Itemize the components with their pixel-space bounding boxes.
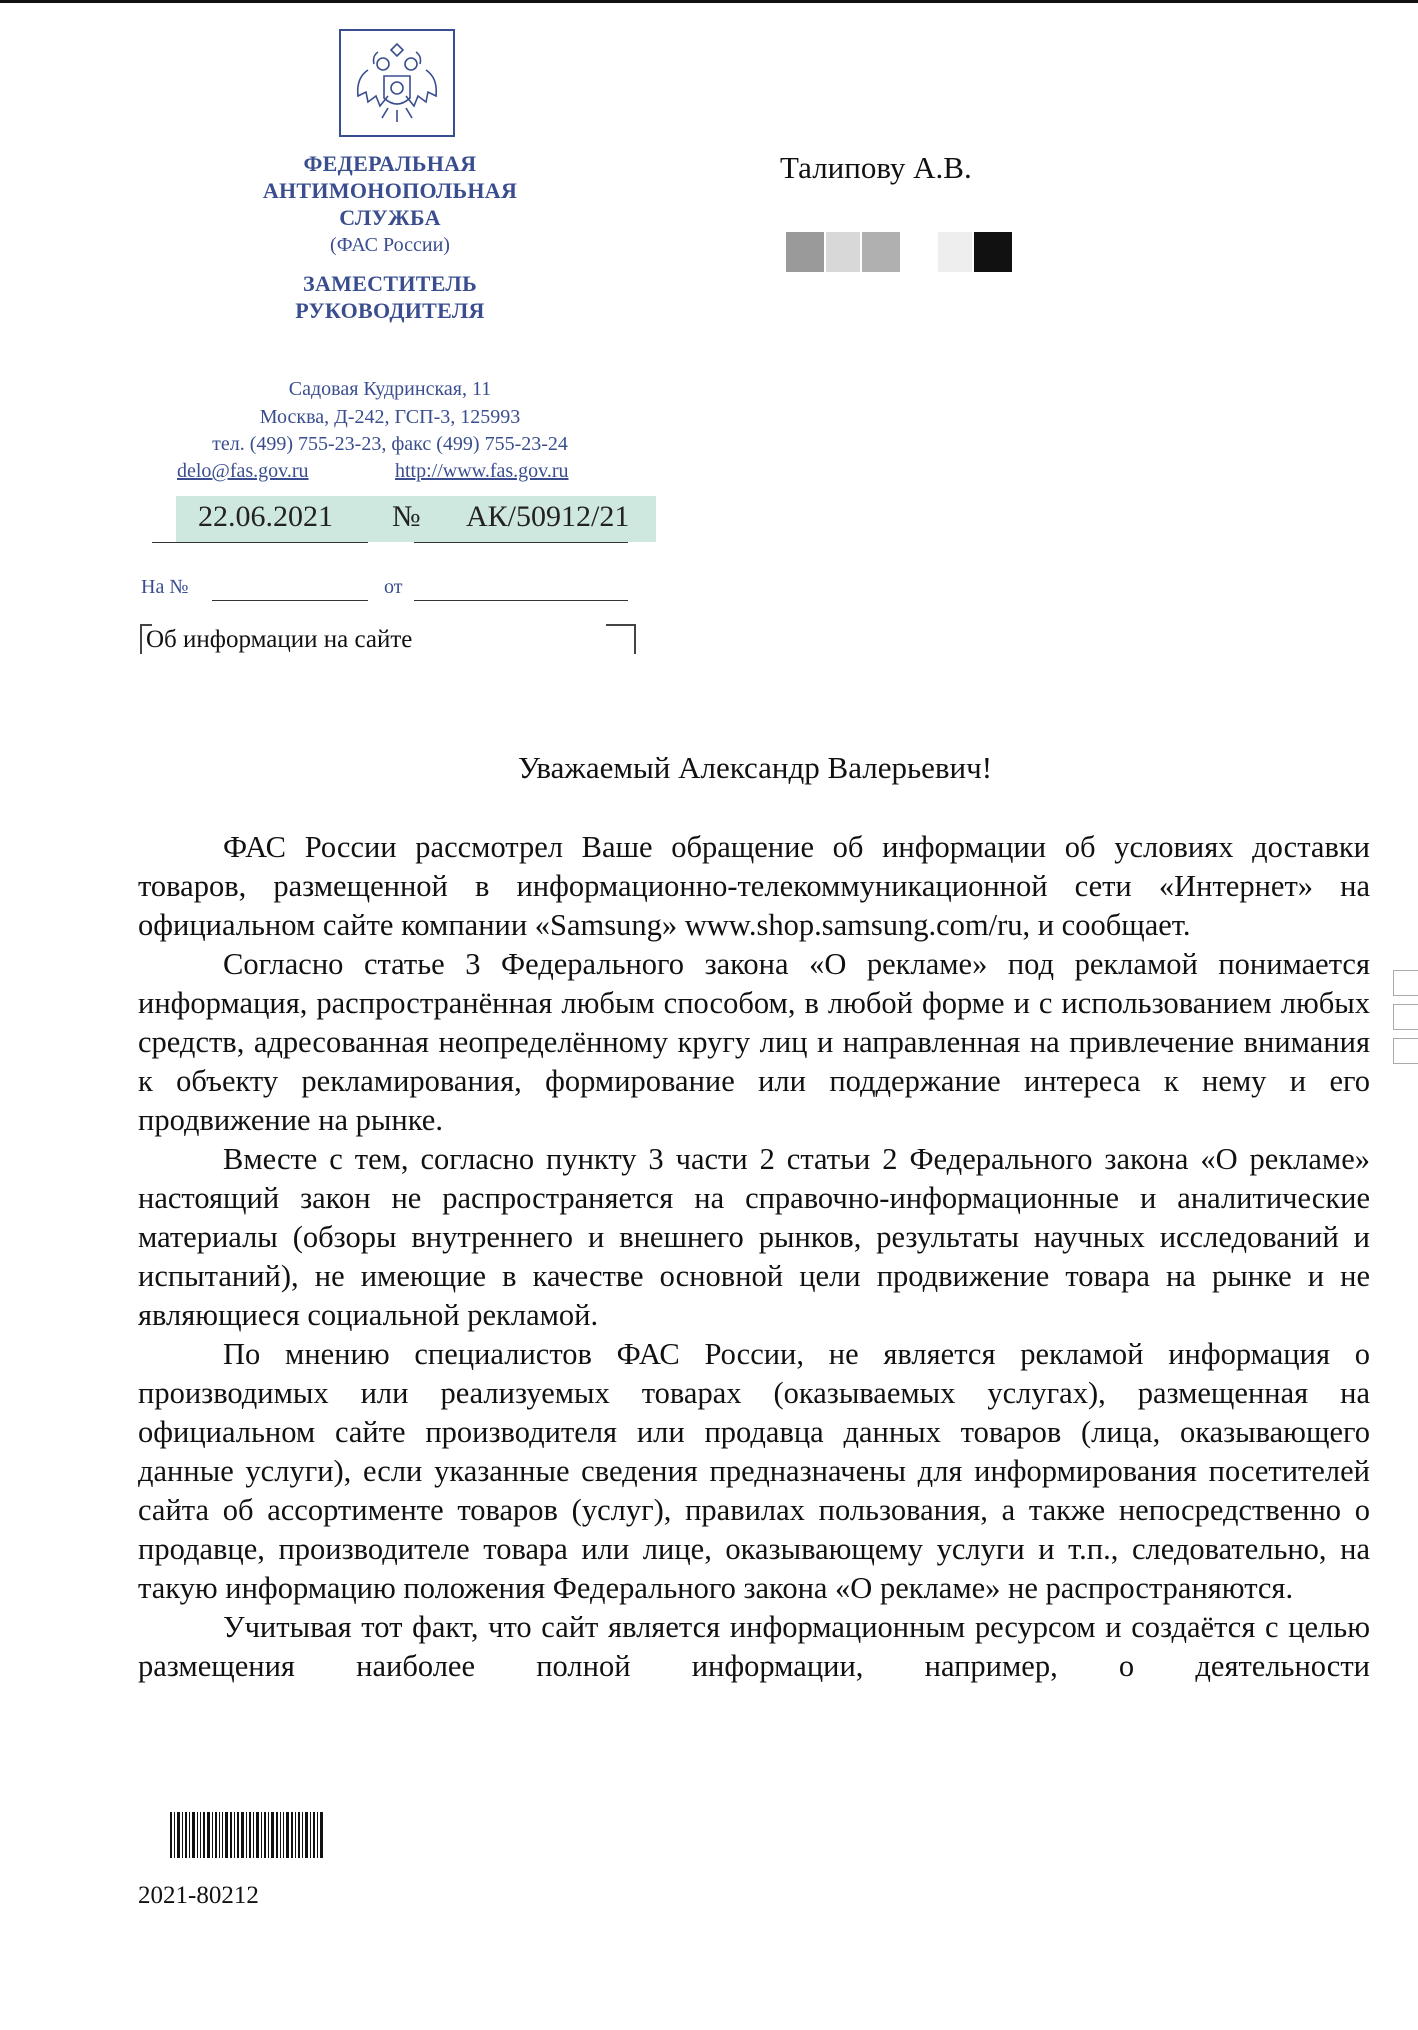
- redacted-block-3: [862, 232, 900, 272]
- letter-body: [138, 828, 1370, 1686]
- address-line1: Садовая Кудринская, 11: [288, 378, 492, 400]
- barcode-number: 2021-80212: [138, 1882, 259, 1909]
- redacted-block-2: [826, 232, 860, 272]
- registration-number: АК/50912/21: [466, 500, 630, 533]
- paragraph-2: Согласно статье 3 Федерального закона «О рекламе» под рекламой понимается информация, распространённая любым способом, в любой форме и с использованием любых средств, адресованная неопределённому кругу лиц и направленная на привлечение внимания к объекту рекламирования, формирование или поддержание интереса к нему и его продвижение на рынке.: [138, 947, 1370, 1137]
- subject-corner-right: [606, 624, 636, 654]
- number-underline: [414, 542, 628, 543]
- paragraph-1: ФАС России рассмотрел Ваше обращение об информации об условиях доставки товаров, размещенной в информационно-телекоммуникационной сети «Интернет» на официальном сайте компании «Samsung» www.shop.samsung.com/ru, и сообщает.: [138, 830, 1370, 942]
- paragraph-3: Вместе с тем, согласно пункту 3 части 2 статьи 2 Федерального закона «О рекламе» настоящий закон не распространяется на справочно-информационные и аналитические материалы (обзоры внутреннего и внешнего рынков, результаты научных исследований и испытаний), не имеющие в качестве основной цели продвижение товара на рынке и не являющиеся социальной рекламой.: [138, 1142, 1370, 1332]
- date-underline: [152, 542, 368, 543]
- ref-number-label: На №: [141, 576, 189, 598]
- paragraph-5: Учитывая тот факт, что сайт является информационным ресурсом и создаётся с целью размещения наиболее полной информации, например, о деятельности: [138, 1610, 1370, 1683]
- org-name-line2: АНТИМОНОПОЛЬНАЯ: [262, 178, 518, 203]
- website-link[interactable]: http://www.fas.gov.ru: [395, 460, 569, 482]
- redacted-block-5: [974, 232, 1012, 272]
- page-top-border: [0, 0, 1418, 3]
- address-line2: Москва, Д-242, ГСП-3, 125993: [259, 406, 521, 428]
- barcode-icon: [170, 1812, 324, 1858]
- side-mark-3: [1393, 1038, 1418, 1064]
- ref-from-label: от: [384, 576, 403, 598]
- recipient-name: Талипову А.В.: [780, 150, 972, 185]
- registration-date: 22.06.2021: [198, 500, 333, 533]
- position-line2: РУКОВОДИТЕЛЯ: [295, 298, 485, 323]
- side-mark-1: [1393, 970, 1418, 996]
- side-mark-2: [1393, 1004, 1418, 1030]
- org-short-name: (ФАС России): [330, 234, 450, 256]
- ref-number-line: [212, 600, 368, 601]
- redacted-block-1: [786, 232, 824, 272]
- greeting: Уважаемый Александр Валерьевич!: [517, 750, 993, 785]
- org-name-line3: СЛУЖБА: [339, 205, 441, 230]
- paragraph-4: По мнению специалистов ФАС России, не является рекламой информация о производимых или реализуемых товарах (оказываемых услугах), размещенная на официальном сайте производителя или продавца данных товаров (лица, оказывающего данные услуги), если указанные сведения предназначены для информирования посетителей сайта об ассортименте товаров (услуг), правилах пользования, а также непосредственно о продавце, производителе товара или лице, оказывающему услуги и т.п., следовательно, на такую информацию положения Федерального закона «О рекламе» не распространяются.: [138, 1337, 1370, 1605]
- number-sign: №: [392, 500, 421, 533]
- email-link[interactable]: delo@fas.gov.ru: [177, 460, 309, 482]
- russian-coat-of-arms-icon: [338, 28, 456, 138]
- ref-date-line: [414, 600, 628, 601]
- redacted-block-4: [938, 232, 972, 272]
- position-line1: ЗАМЕСТИТЕЛЬ: [303, 271, 477, 296]
- letter-subject: Об информации на сайте: [146, 626, 413, 653]
- phones: тел. (499) 755-23-23, факс (499) 755-23-24: [212, 433, 568, 455]
- org-name-line1: ФЕДЕРАЛЬНАЯ: [303, 151, 477, 176]
